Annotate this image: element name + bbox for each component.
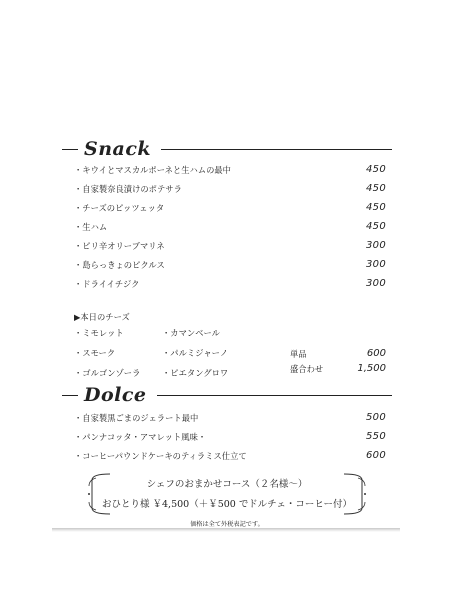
menu-item xyxy=(74,236,386,255)
item-price: 450 xyxy=(366,202,386,213)
cheese-title: ▶本日のチーズ xyxy=(74,312,130,322)
cheese-item: ・ゴルゴンゾーラ xyxy=(74,368,141,378)
cheese-item: ・ピエタングロワ xyxy=(162,368,229,378)
dolce-heading xyxy=(62,384,392,406)
cheese-item: ・カマンベール xyxy=(162,328,220,338)
item-price: 300 xyxy=(366,278,386,289)
menu-item xyxy=(74,408,386,427)
cheese-item: ・パルミジャーノ xyxy=(162,348,229,358)
item-name: ・パンナコッタ・アマレット風味・ xyxy=(74,431,207,442)
cheese-item: ・スモーク xyxy=(74,348,116,358)
item-price: 500 xyxy=(366,412,386,423)
heading-dash xyxy=(62,149,78,150)
course-title: シェフのおまかせコース（２名様～） xyxy=(146,479,308,490)
item-name: ・島らっきょのピクルス xyxy=(74,259,165,270)
item-name: ・キウイとマスカルポーネと生ハムの最中 xyxy=(74,164,231,175)
dolce-list xyxy=(74,408,386,465)
item-price: 300 xyxy=(366,259,386,270)
menu-item xyxy=(74,160,386,179)
cheese-assort-row xyxy=(290,361,386,376)
tax-note: 価格は全て外税表記です。 xyxy=(190,521,264,528)
menu-item xyxy=(74,274,386,293)
cheese-single-price: 600 xyxy=(366,348,386,359)
cheese-single-row xyxy=(290,346,386,361)
menu-item xyxy=(74,255,386,274)
course-price: おひとり様 ￥4,500（＋￥500 でドルチェ・コーヒー付） xyxy=(101,499,352,510)
heading-rule xyxy=(161,149,392,150)
page-edge-shadow xyxy=(52,528,400,532)
item-name: ・生ハム xyxy=(74,221,108,232)
item-price: 450 xyxy=(366,164,386,175)
cheese-prices xyxy=(290,346,386,376)
snack-title: Snack xyxy=(84,138,152,160)
item-price: 300 xyxy=(366,240,386,251)
course-box xyxy=(86,472,368,516)
item-name: ・自家製奈良漬けのポテサラ xyxy=(74,183,182,194)
item-price: 450 xyxy=(366,221,386,232)
snack-heading xyxy=(62,138,392,160)
item-price: 450 xyxy=(366,183,386,194)
item-name: ・自家製黒ごまのジェラート最中 xyxy=(74,412,199,423)
menu-item xyxy=(74,446,386,465)
snack-list xyxy=(74,160,386,293)
cheese-assort-price: 1,500 xyxy=(357,363,386,374)
cheese-list xyxy=(74,327,274,379)
item-name: ・コーヒーパウンドケーキのティラミス仕立て xyxy=(74,450,247,461)
cheese-assort-label: 盛合わせ xyxy=(290,363,324,374)
menu-item xyxy=(74,198,386,217)
menu-item xyxy=(74,427,386,446)
item-name: ・ドライイチジク xyxy=(74,278,140,289)
item-name: ・チーズのピッツェッタ xyxy=(74,202,165,213)
menu-item xyxy=(74,179,386,198)
heading-dash xyxy=(62,395,78,396)
cheese-item: ・ミモレット xyxy=(74,328,124,338)
item-name: ・ピリ辛オリーブマリネ xyxy=(74,240,165,251)
item-price: 550 xyxy=(366,431,386,442)
heading-rule xyxy=(157,395,392,396)
item-price: 600 xyxy=(366,450,386,461)
dolce-title: Dolce xyxy=(84,384,147,406)
menu-item xyxy=(74,217,386,236)
cheese-single-label: 単品 xyxy=(290,348,307,359)
